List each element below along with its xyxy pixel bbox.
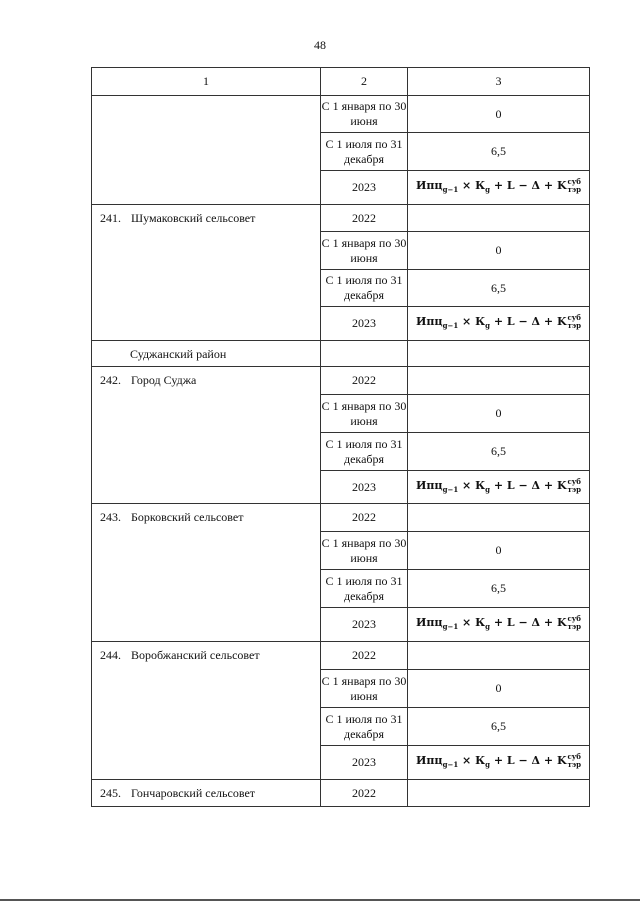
region-row [92,341,590,367]
period-cell: С 1 января по 30 июня [321,395,408,433]
page-number: 48 [314,38,326,52]
table-header-row [92,68,590,96]
formula: $Ипц_{g-1} \times К_g + L - \Delta + K$ суб тэр [415,614,582,631]
value-cell [408,367,590,395]
period-cell: С 1 января по 30 июня [321,670,408,708]
year-cell: 2023 [321,307,408,341]
formula: $Ипц_{g-1} \times К_g + L - \Delta + K$ суб тэр [415,752,582,769]
year-cell: 2023 [321,171,408,205]
tariff-table [91,67,590,807]
value-cell: 0 [408,395,590,433]
formula-cell [408,608,590,642]
formula-cell [408,746,590,780]
year-cell: 2022 [321,205,408,232]
year-cell: 2022 [321,367,408,395]
period-cell: С 1 июля по 31 декабря [321,270,408,307]
value-cell: 6,5 [408,433,590,471]
entity-cell: 241. Шумаковский сельсовет [92,205,321,341]
value-cell: 0 [408,532,590,570]
continuation-cell [92,96,321,205]
table-row [92,504,590,532]
period-cell: С 1 января по 30 июня [321,532,408,570]
value-cell [408,642,590,670]
empty-cell [408,341,590,367]
value-cell: 0 [408,96,590,133]
value-cell: 6,5 [408,270,590,307]
region-cell: Суджанский район [92,341,321,367]
entity-cell: 244. Воробжанский сельсовет [92,642,321,780]
table-row [92,367,590,395]
period-cell: С 1 июля по 31 декабря [321,433,408,471]
table-row [92,780,590,807]
table-row [92,96,590,133]
period-cell: С 1 июля по 31 декабря [321,133,408,171]
value-cell: 6,5 [408,570,590,608]
scan-edge [0,899,640,901]
entity-cell: 242. Город Суджа [92,367,321,504]
period-cell: С 1 июля по 31 декабря [321,570,408,608]
value-cell [408,504,590,532]
value-cell: 6,5 [408,708,590,746]
value-cell [408,780,590,807]
formula: $Ипц_{g-1} \times К_g + L - \Delta + K$ суб тэр [415,313,582,330]
year-cell: 2023 [321,746,408,780]
value-cell: 0 [408,232,590,270]
table-row [92,642,590,670]
value-cell [408,205,590,232]
period-cell: С 1 января по 30 июня [321,232,408,270]
entity-cell: 243. Борковский сельсовет [92,504,321,642]
header-col-3: 3 [408,68,590,96]
table-row [92,205,590,232]
formula: $Ипц_{g-1} \times К_g + L - \Delta + K$ суб тэр [415,177,582,194]
value-cell: 0 [408,670,590,708]
year-cell: 2022 [321,504,408,532]
period-cell: С 1 июля по 31 декабря [321,708,408,746]
value-cell: 6,5 [408,133,590,171]
empty-cell [321,341,408,367]
year-cell: 2022 [321,780,408,807]
entity-cell: 245. Гончаровский сельсовет [92,780,321,807]
year-cell: 2023 [321,471,408,504]
period-cell: С 1 января по 30 июня [321,96,408,133]
year-cell: 2023 [321,608,408,642]
formula-cell [408,307,590,341]
formula-cell [408,171,590,205]
year-cell: 2022 [321,642,408,670]
formula: $Ипц_{g-1} \times К_g + L - \Delta + K$ суб тэр [415,476,582,494]
header-col-2: 2 [321,68,408,96]
header-col-1: 1 [92,68,321,96]
formula-cell [408,471,590,504]
